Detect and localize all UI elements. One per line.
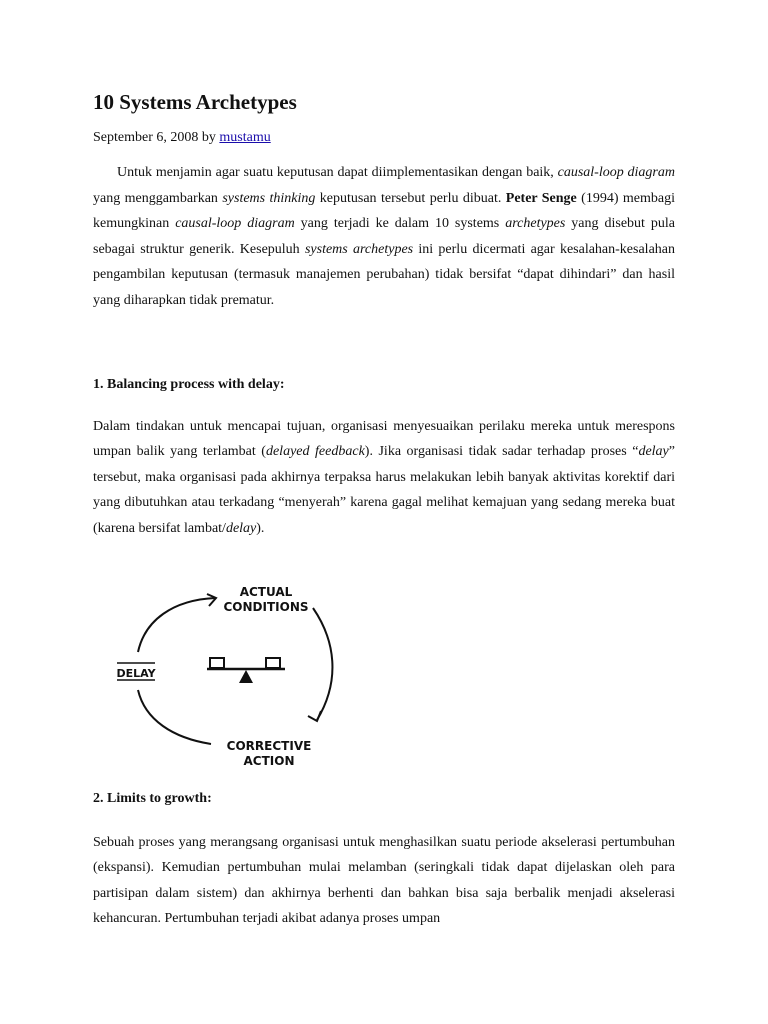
diagram-svg [103,570,343,770]
section-heading-2: 2. Limits to growth: [93,790,212,806]
arrowhead-right [308,711,321,721]
post-date: September 6, 2008 by [93,130,216,145]
arrowhead-top [207,594,216,606]
page-title: 10 Systems Archetypes [93,90,297,114]
author-link[interactable]: mustamu [219,130,271,145]
section-heading-1: 1. Balancing process with delay: [93,376,285,392]
article [93,88,675,932]
loop-arc-top-left [138,598,215,652]
intro-paragraph: Untuk menjamin agar suatu keputusan dapat diimplementasikan dengan baik, causal-loop diagram yang menggambarkan systems thinking keputusan tersebut perlu dibuat. Peter Senge (1994) membagi kemungkinan causal-loop diagram yang terjadi ke dalam 10 systems archetypes yang disebut pula sebagai struktur generik. Kesepuluh systems archetypes ini perlu dicermati agar kesalahan-kesalahan pengambilan keputusan (termasuk manajemen perubahan) tidak bersifat “dapat dihindari” dan hasil yang diharapkan tidak prematur. [93,165,676,308]
loop-arc-bottom-left [138,690,211,744]
section-2-paragraph: Sebuah proses yang merangsang organisasi untuk menghasilkan suatu periode akselerasi pertumbuhan (ekspansi). Kemudian pertumbuhan mulai melamban (seringkali tidak dapat dijelaskan oleh para partisipan dalam sistem) dan akhirnya berhenti dan bahkan bisa saja berbalik menjadi akselerasi kehancuran. Pertumbuhan terjadi akibat adanya proses umpan [93,834,675,927]
label-actual: ACTUAL [239,584,293,599]
post-meta [93,128,675,148]
balance-scale-icon [207,658,285,683]
section-1-paragraph: Dalam tindakan untuk mencapai tujuan, organisasi menyesuaikan perilaku mereka untuk merespons umpan balik yang terlambat (delayed feedback). Jika organisasi tidak sadar terhadap proses “delay” tersebut, maka organisasi pada akhirnya terpaksa harus melakukan lebih banyak aktivitas korektif dari yang dibutuhkan atau terkadang “menyerah” karena gagal melihat kemajuan yang sedang mereka buat (karena bersifat lambat/delay). [93,418,675,536]
label-corrective: CORRECTIVE [226,738,312,753]
balancing-loop-diagram [103,570,343,770]
label-conditions: CONDITIONS [223,599,309,614]
loop-arc-right [313,608,332,720]
label-action: ACTION [243,753,295,768]
label-delay: DELAY [116,666,156,680]
